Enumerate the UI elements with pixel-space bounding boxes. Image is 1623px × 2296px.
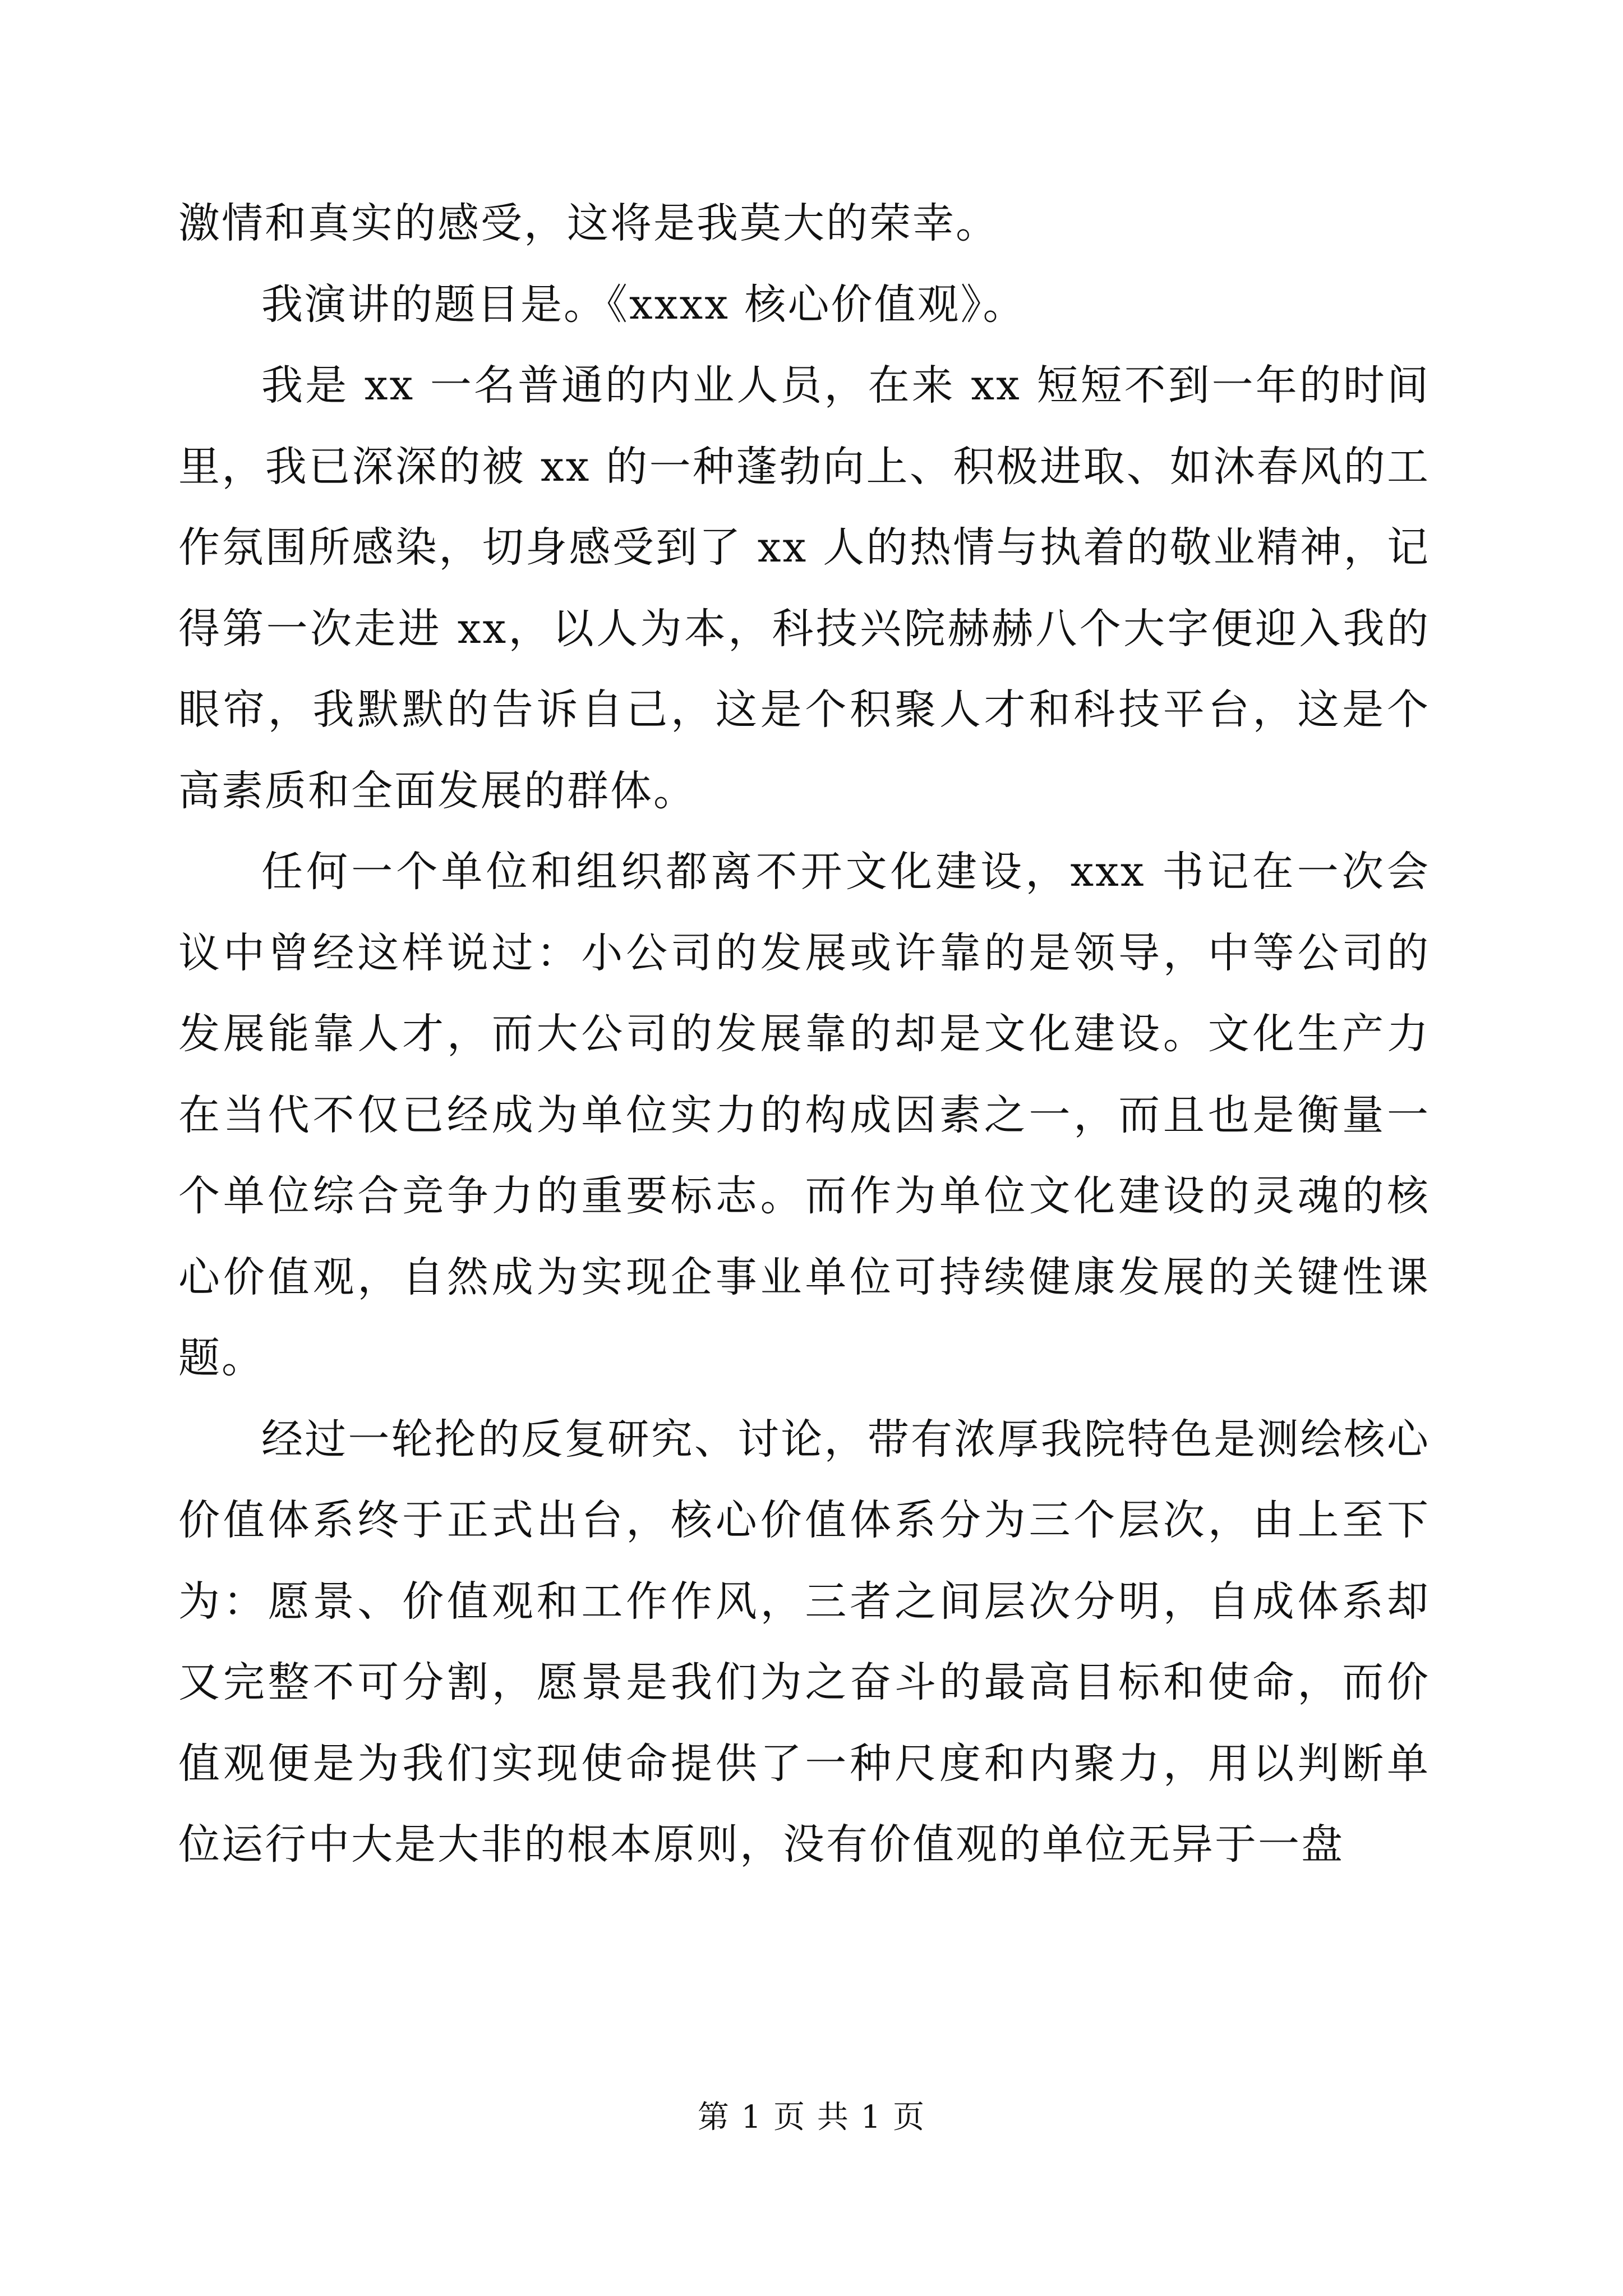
- document-body: [178, 183, 1430, 1885]
- paragraph-culture-building: 任何一个单位和组织都离不开文化建设，xxx 书记在一次会议中曾经这样说过：小公司的发展或许靠的是领导，中等公司的发展能靠人才，而大公司的发展靠的却是文化建设。文化生产力在当代不仅已经成为单位实力的构成因素之一，而且也是衡量一个单位综合竞争力的重要标志。而作为单位文化建设的灵魂的核心价值观，自然成为实现企事业单位可持续健康发展的关键性课题。: [178, 848, 1430, 1382]
- paragraph-speech-title: 我演讲的题目是。《xxxx 核心价值观》。: [261, 280, 1026, 329]
- paragraph-continued: 激情和真实的感受，这将是我莫大的荣幸。: [178, 199, 999, 247]
- page-footer: 第 1 页 共 1 页: [697, 2099, 926, 2136]
- paragraph-introduction: 我是 xx 一名普通的内业人员，在来 xx 短短不到一年的时间里，我已深深的被 xx 的一种蓬勃向上、积极进取、如沐春风的工作氛围所感染，切身感受到了 xx 人的热情与执着的敬业精神，记得第一次走进 xx，以人为本，科技兴院赫赫八个大字便迎入我的眼帘，我默默的告诉自己，这是个积聚人才和科技平台，这是个高素质和全面发展的群体。: [178, 361, 1430, 815]
- paragraph-core-values-system: 经过一轮抡的反复研究、讨论，带有浓厚我院特色是测绘核心价值体系终于正式出台，核心价值体系分为三个层次，由上至下为：愿景、价值观和工作作风，三者之间层次分明，自成体系却又完整不可分割，愿景是我们为之奋斗的最高目标和使命，而价值观便是为我们实现使命提供了一种尺度和内聚力，用以判断单位运行中大是大非的根本原则，没有价值观的单位无异于一盘: [178, 1415, 1430, 1869]
